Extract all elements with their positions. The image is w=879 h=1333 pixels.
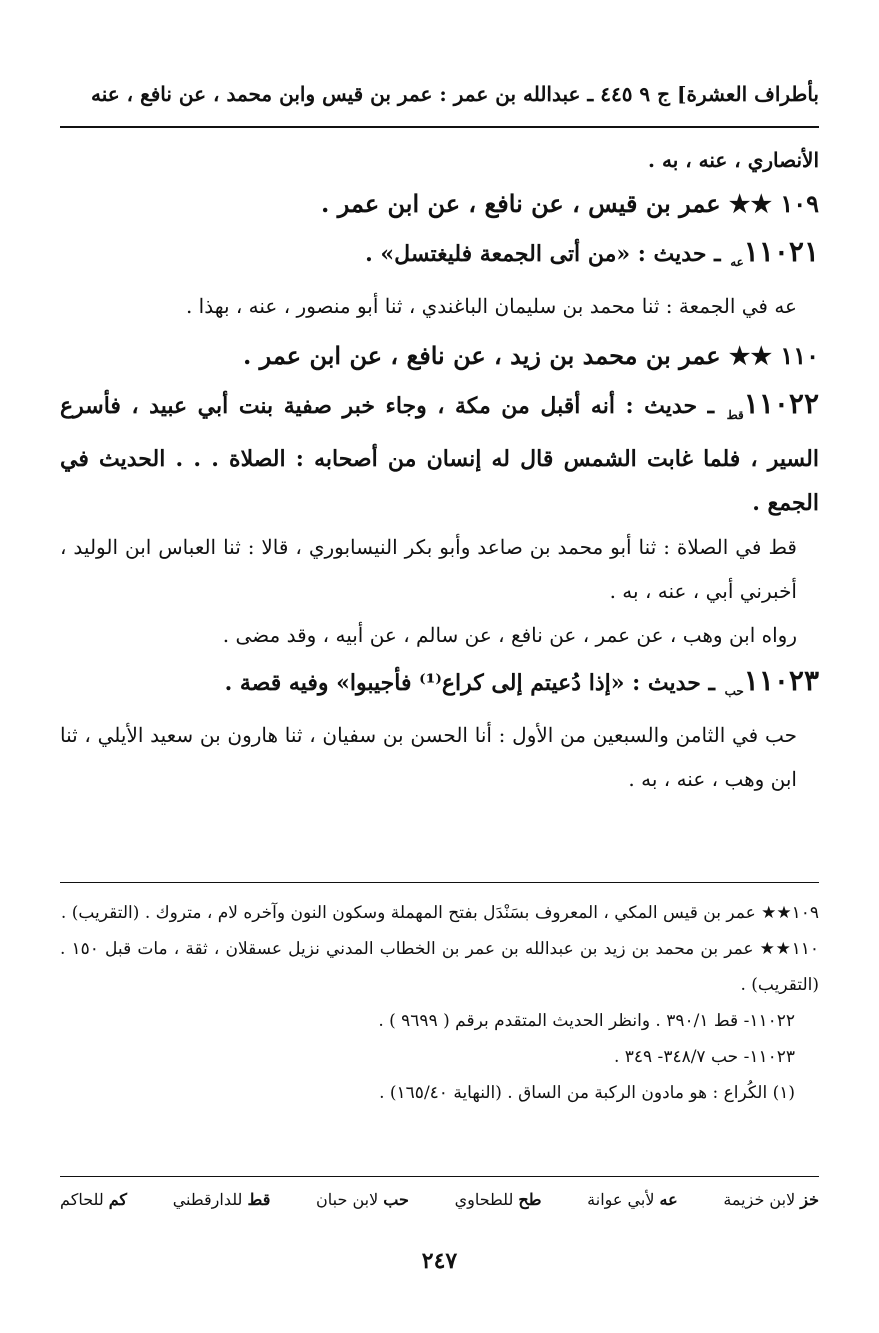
- hadith-11023: [60, 659, 819, 713]
- abbreviation-item: [587, 1190, 678, 1209]
- footnote-11023: ١١٠٢٣- حب ٣٤٨/٧- ٣٤٩ .: [613, 1047, 795, 1067]
- hadith-number: ١١٠٢٣: [743, 663, 819, 697]
- source-tag: حب: [724, 684, 744, 699]
- hadith-text: ـ حديث : «إذا دُعيتم إلى كراع⁽¹⁾ فأجيبوا» وفيه قصة .: [224, 669, 715, 696]
- abbreviation-name: للحاكم: [60, 1190, 104, 1209]
- hadith-11022: [60, 382, 819, 524]
- abbreviation-code: حب: [383, 1190, 409, 1209]
- hadith-source: قط في الصلاة : ثنا أبو محمد بن صاعد وأبو بكر النيسابوري ، قالا : ثنا العباس ابن الوليد ، أخبرني أبي ، عنه ، به .: [60, 534, 797, 603]
- running-header: بأطراف العشرة] ج ٩ ٤٤٥ ـ عبدالله بن عمر : عمر بن قيس وابن محمد ، عن نافع ، عنه: [91, 82, 819, 106]
- abbreviation-code: طح: [518, 1190, 542, 1209]
- abbreviation-name: لأبي عوانة: [587, 1190, 655, 1209]
- header-rule: [60, 126, 819, 128]
- hadith-text: ـ حديث : «من أتى الجمعة فليغتسل» .: [365, 241, 721, 267]
- footnotes: [60, 895, 819, 1111]
- abbreviations-key: [60, 1190, 819, 1209]
- footnote-11022: ١١٠٢٢- قط ٣٩٠/١ . وانظر الحديث المتقدم برقم ( ٩٦٩٩ ) .: [378, 1011, 795, 1031]
- abbreviation-item: [60, 1190, 127, 1209]
- hadith-source: عه في الجمعة : ثنا محمد بن سليمان الباغندي ، ثنا أبو منصور ، عنه ، بهذا .: [185, 294, 797, 319]
- source-tag: قط: [726, 407, 744, 422]
- footnote-1: (١) الكُراع : هو مادون الركبة من الساق . (النهاية ١٦٥/٤٠) .: [379, 1083, 795, 1103]
- abbreviation-name: للدارقطني: [172, 1190, 243, 1209]
- page-number: ٢٤٧: [421, 1248, 458, 1274]
- footnote-rule: [60, 882, 819, 883]
- hadith-note: رواه ابن وهب ، عن عمر ، عن نافع ، عن سالم ، عن أبيه ، وقد مضى .: [222, 622, 797, 647]
- abbreviation-item: [455, 1190, 542, 1209]
- hadith-11021: [60, 230, 819, 284]
- abbreviation-item: [173, 1190, 271, 1209]
- hadith-number: ١١٠٢١: [743, 235, 819, 268]
- abbreviation-item: [723, 1190, 819, 1209]
- abbreviation-name: لابن خزيمة: [723, 1190, 796, 1209]
- abbreviation-code: عه: [659, 1190, 678, 1209]
- source-tag: عه: [730, 255, 744, 270]
- abbreviation-item: [316, 1190, 409, 1209]
- footnote-109: ١٠٩★★ عمر بن قيس المكي ، المعروف بسَنْدَل بفتح المهملة وسكون النون وآخره لام ، متروك . (التقريب) .: [60, 903, 819, 923]
- narrator-entry-109: ١٠٩ ★★ عمر بن قيس ، عن نافع ، عن ابن عمر .: [321, 189, 819, 218]
- hadith-text: ـ حديث : أنه أقبل من مكة ، وجاء خبر صفية بنت أبي عبيد ، فأسرع السير ، فلما غابت الشمس قال له إنسان من أصحابه : الصلاة . . . الحديث في الجمع .: [60, 393, 819, 516]
- abbreviation-name: لابن حبان: [316, 1190, 379, 1209]
- abbreviations-rule: [60, 1176, 819, 1177]
- main-text: [60, 140, 819, 801]
- abbreviation-code: كم: [108, 1190, 128, 1209]
- hadith-source: حب في الثامن والسبعين من الأول : أنا الحسن بن سفيان ، ثنا هارون بن سعيد الأيلي ، ثنا ابن وهب ، عنه ، به .: [60, 723, 797, 792]
- continuation-line: الأنصاري ، عنه ، به .: [648, 148, 819, 172]
- narrator-entry-110: ١١٠ ★★ عمر بن محمد بن زيد ، عن نافع ، عن ابن عمر .: [242, 341, 819, 371]
- hadith-number: ١١٠٢٢: [743, 387, 819, 421]
- abbreviation-code: خز: [800, 1190, 819, 1209]
- abbreviation-name: للطحاوي: [454, 1190, 514, 1209]
- abbreviation-code: قط: [247, 1190, 271, 1209]
- footnote-110: ١١٠★★ عمر بن محمد بن زيد بن عبدالله بن عمر بن الخطاب المدني نزيل عسقلان ، ثقة ، مات قبل ١٥٠ . (التقريب) .: [60, 939, 819, 995]
